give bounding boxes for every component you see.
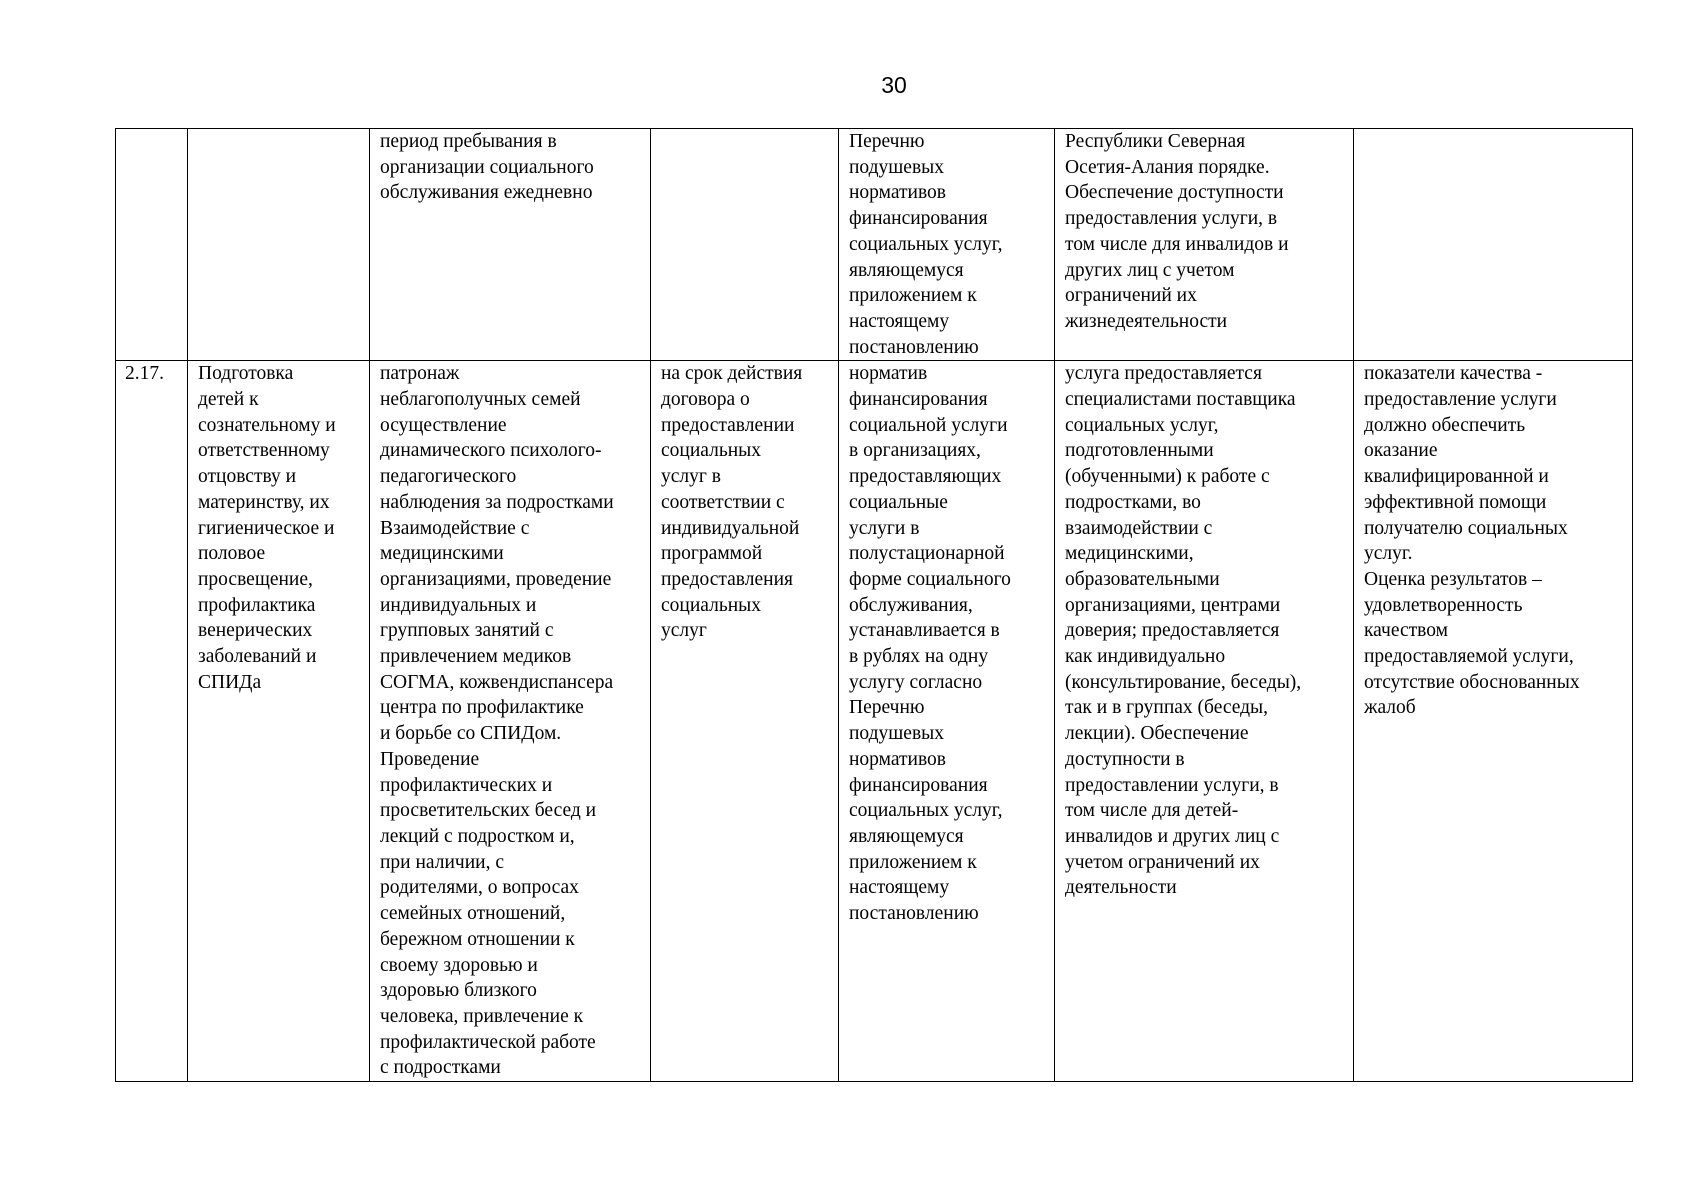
service-content-cell: патронаж неблагополучных семей осуществление динамического психолого- педагогического наблюдения за подростками Взаимодействие с медицинскими организациями, проведение индивидуальных и групповых занятий с привлечением медиков СОГМА, кожвендиспансера центра по профилактике и борьбе со СПИДом. Проведение профилактических и просветительских бесед и лекций с подростком и, при наличии, с родителями, о вопросах семейных отношений, бережном отношении к своему здоровью и здоровью близкого человека, привлечение к профилактической работе с подростками xyxy=(370,361,651,1082)
financing-norm-cell: Перечню подушевых нормативов финансирования социальных услуг, являющемуся приложением к настоящему постановлению xyxy=(839,129,1055,361)
service-name-cell: Подготовка детей к сознательному и ответственному отцовству и материнству, их гигиеническое и половое просвещение, профилактика венерических заболеваний и СПИДа xyxy=(188,361,370,1082)
quality-indicators-cell: показатели качества - предоставление услуги должно обеспечить оказание квалифицированной и эффективной помощи получателю социальных услуг. Оценка результатов – удовлетворенность качеством предоставляемой услуги, отсутствие обоснованных жалоб xyxy=(1354,361,1633,1082)
service-term-cell xyxy=(651,129,839,361)
service-name-cell xyxy=(188,129,370,361)
financing-norm-cell: норматив финансирования социальной услуги в организациях, предоставляющих социальные услуги в полустационарной форме социального обслуживания, устанавливается в в рублях на одну услугу согласно Перечню подушевых нормативов финансирования социальных услуг, являющемуся приложением к настоящему постановлению xyxy=(839,361,1055,1082)
row-number-cell: 2.17. xyxy=(116,361,188,1082)
page-number: 30 xyxy=(881,72,907,98)
service-term-cell: на срок действия договора о предоставлении социальных услуг в соответствии с индивидуальной программой предоставления социальных услуг xyxy=(651,361,839,1082)
services-table xyxy=(115,128,1633,1082)
table-row xyxy=(116,361,1633,1082)
service-conditions-cell: услуга предоставляется специалистами поставщика социальных услуг, подготовленными (обученными) к работе с подростками, во взаимодействии с медицинскими, образовательными организациями, центрами доверия; предоставляется как индивидуально (консультирование, беседы), так и в группах (беседы, лекции). Обеспечение доступности в предоставлении услуги, в том числе для детей- инвалидов и других лиц с учетом ограничений их деятельности xyxy=(1055,361,1354,1082)
service-content-cell: период пребывания в организации социального обслуживания ежедневно xyxy=(370,129,651,361)
service-conditions-cell: Республики Северная Осетия-Алания порядке. Обеспечение доступности предоставления услуги, в том числе для инвалидов и других лиц с учетом ограничений их жизнедеятельности xyxy=(1055,129,1354,361)
quality-indicators-cell xyxy=(1354,129,1633,361)
row-number-cell xyxy=(116,129,188,361)
table-row xyxy=(116,129,1633,361)
